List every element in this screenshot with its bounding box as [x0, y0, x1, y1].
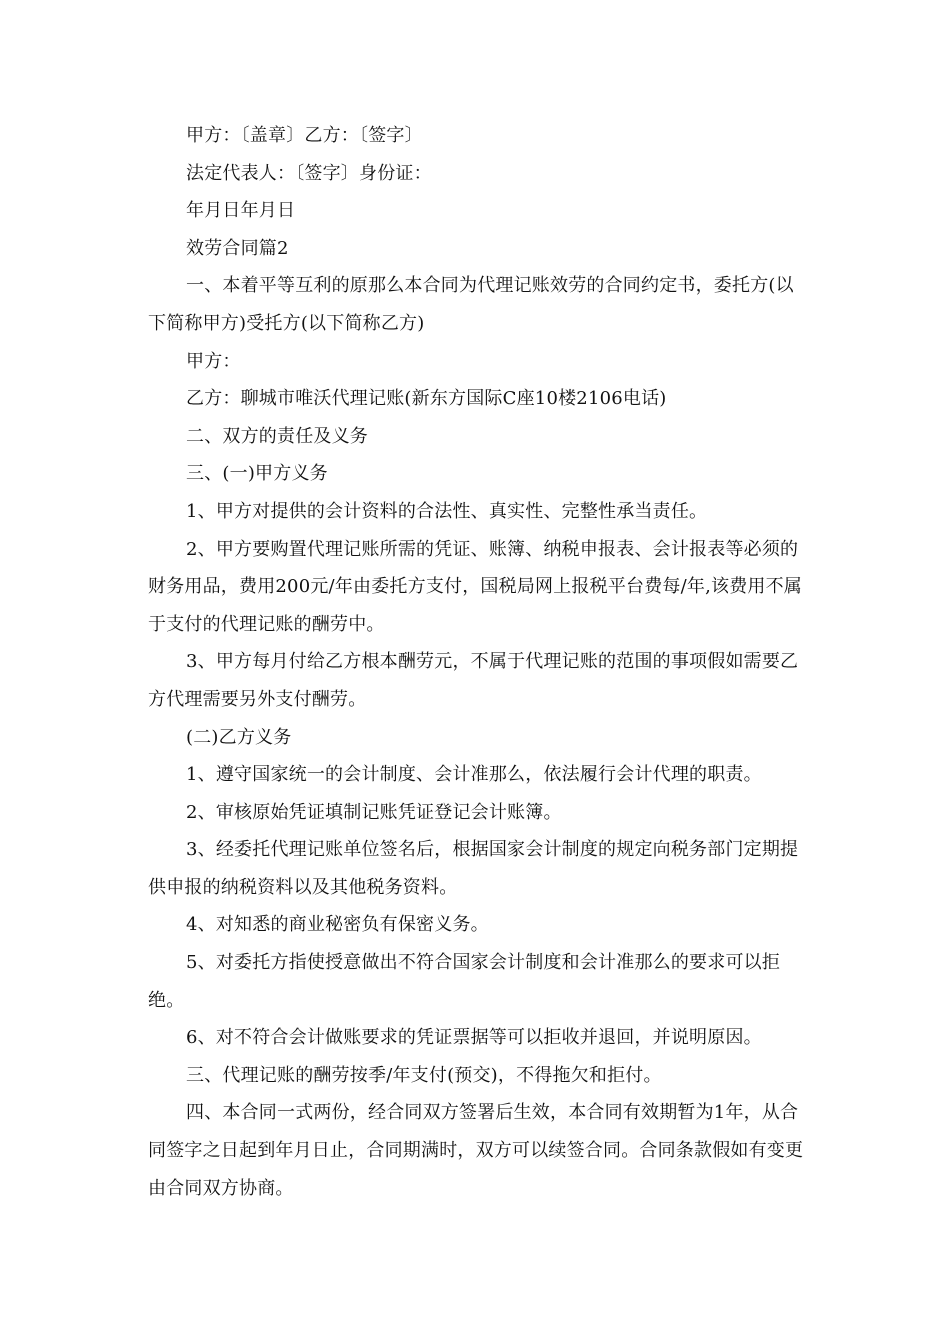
party-b-line: 乙方：聊城市唯沃代理记账(新东方国际C座10楼2106电话): [186, 388, 667, 410]
signature-party-line: 甲方：〔盖章〕乙方：〔签字〕: [186, 125, 423, 146]
heading-party-a-duties: 三、(一)甲方义务: [186, 463, 328, 485]
party-b-duty-1: 1、遵守国家统一的会计制度、会计准那么，依法履行会计代理的职责。: [186, 764, 762, 786]
party-a-duty-3: 3、甲方每月付给乙方根本酬劳元，不属于代理记账的范围的事项假如需要乙方代理需要另外支付酬劳。: [148, 651, 799, 710]
payment-clause: 三、代理记账的酬劳按季/年支付(预交)，不得拖欠和拒付。: [186, 1064, 662, 1086]
party-a-duty-2: 2、甲方要购置代理记账所需的凭证、账簿、纳税申报表、会计报表等必须的财务用品，费用200元/年由委托方支付，国税局网上报税平台费每/年,该费用不属于支付的代理记账的酬劳中。: [148, 538, 803, 635]
heading-responsibilities: 二、双方的责任及义务: [186, 425, 368, 447]
party-b-duty-2: 2、审核原始凭证填制记账凭证登记会计账簿。: [186, 801, 562, 823]
party-a-line: 甲方：: [186, 350, 241, 372]
date-line: 年月日年月日: [186, 200, 296, 222]
document-page: [148, 117, 808, 1207]
paragraph-intro: 一、本着平等互利的原那么本合同为代理记账效劳的合同约定书，委托方(以下简称甲方)受托方(以下简称乙方): [148, 275, 794, 334]
party-b-duty-5: 5、对委托方指使授意做出不符合国家会计制度和会计准那么的要求可以拒绝。: [148, 952, 781, 1011]
party-b-duty-3: 3、经委托代理记账单位签名后，根据国家会计制度的规定向税务部门定期提供申报的纳税资料以及其他税务资料。: [148, 839, 799, 898]
heading-party-b-duties: (二)乙方义务: [186, 726, 292, 748]
party-b-duty-4: 4、对知悉的商业秘密负有保密义务。: [186, 914, 489, 936]
party-b-duty-6: 6、对不符合会计做账要求的凭证票据等可以拒收并退回，并说明原因。: [186, 1027, 762, 1049]
party-a-duty-1: 1、甲方对提供的会计资料的合法性、真实性、完整性承当责任。: [186, 500, 708, 522]
legal-representative-line: 法定代表人：〔签字〕身份证：: [186, 162, 432, 184]
validity-clause: 四、本合同一式两份，经合同双方签署后生效，本合同有效期暂为1年，从合同签字之日起到年月日止，合同期满时，双方可以续签合同。合同条款假如有变更由合同双方协商。: [148, 1102, 804, 1199]
section-title: 效劳合同篇2: [186, 237, 289, 259]
